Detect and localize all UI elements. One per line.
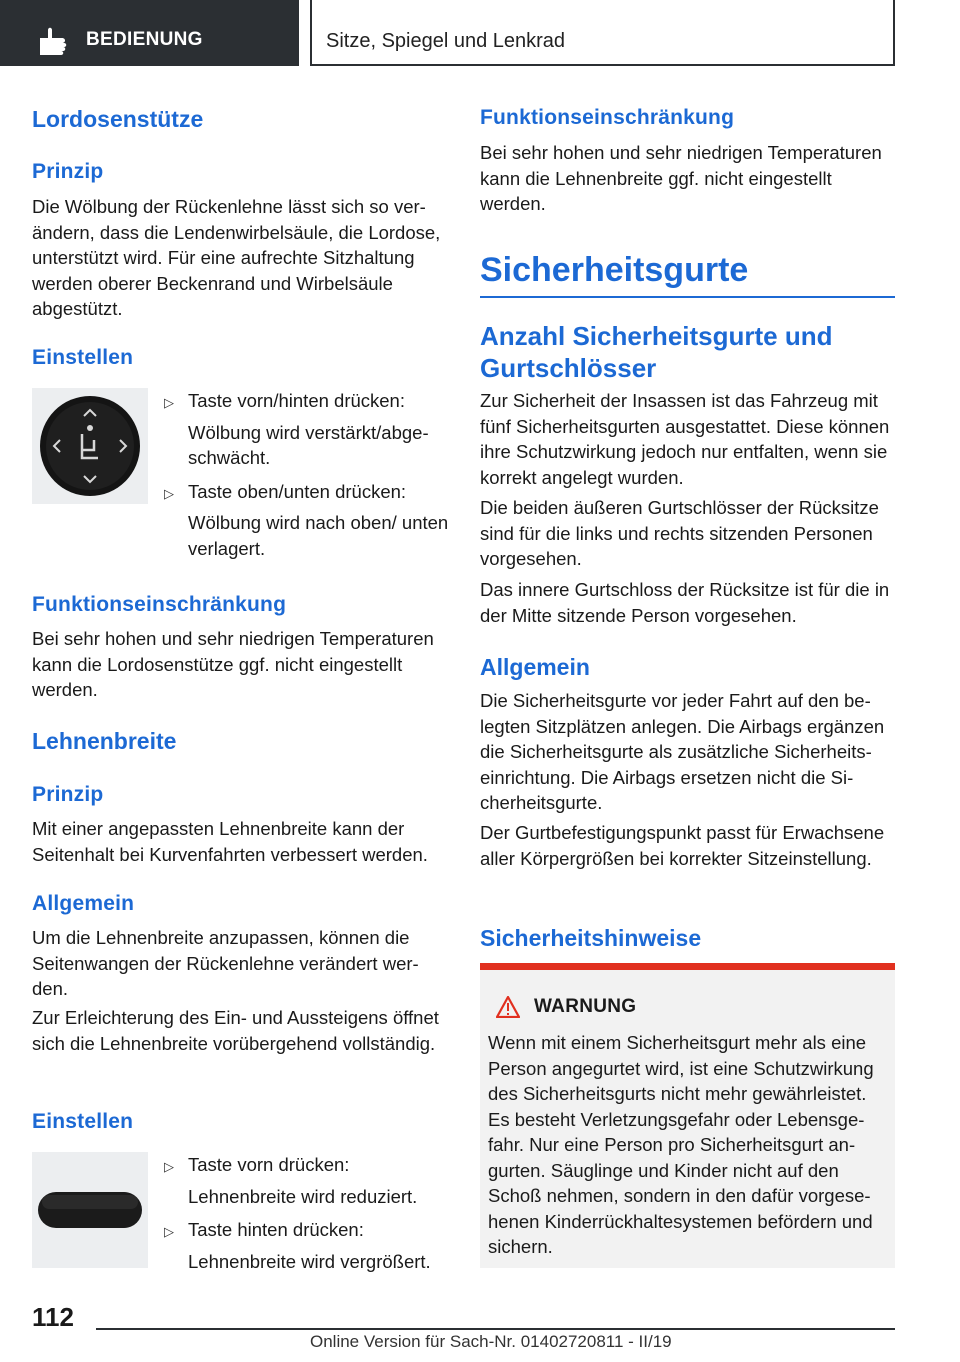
gurte-heading-block — [480, 250, 895, 298]
allgemein2-text-2: Der Gurtbefestigungspunkt passt für Erwachsene aller Körpergrößen bei korrekter Sitzeinstellung. — [480, 822, 885, 869]
list-item-result: Lehnenbreite wird vergrößert. — [188, 1250, 431, 1272]
einstellen-heading: Einstellen — [32, 346, 134, 369]
lehnen-heading: Lehnenbreite — [32, 728, 177, 754]
allgemein-text-2: Zur Erleichterung des Ein- und Aussteigens öffnet sich die Lehnenbreite vorübergehend vollständig. — [32, 1007, 439, 1054]
funktion-heading: Funktionseinschränkung — [32, 593, 287, 616]
lordose-heading: Lordosenstütze — [32, 106, 204, 132]
anzahl-text-2: Die beiden äußeren Gurtschlösser der Rücksitze sind für die links und rechts sitzenden Personen vorgesehen. — [480, 497, 879, 569]
hinweise-heading: Sicherheitshinweise — [480, 925, 702, 951]
anzahl-heading: Anzahl Sicherheitsgurte und Gurtschlösser — [480, 321, 833, 383]
gurte-heading: Sicherheitsgurte — [480, 251, 749, 289]
warning-triangle-icon — [496, 996, 520, 1018]
triangle-bullet-icon: ▷ — [164, 1224, 174, 1239]
list-item-result: Lehnenbreite wird reduziert. — [188, 1185, 418, 1207]
einstellen2-heading: Einstellen — [32, 1110, 134, 1133]
footer-version: Online Version für Sach-Nr. 01402720811 - II/19 — [310, 1332, 672, 1351]
allgemein2-heading: Allgemein — [480, 654, 590, 680]
page-number: 112 — [32, 1302, 74, 1332]
section-tab — [0, 0, 299, 66]
list-item-result: Wölbung wird verstärkt/abgeschwächt. — [188, 421, 429, 468]
heading-rule — [480, 296, 895, 298]
anzahl-text-1: Zur Sicherheit der Insassen ist das Fahrzeug mit fünf Sicherheitsgurten ausgestattet. Diese können ihre Schutzwirkung jedoch nur entfalten, wenn sie korrekt angelegt wurden. — [480, 390, 890, 488]
lehnen-button-image — [32, 1152, 148, 1268]
rocker-button-icon — [32, 1152, 148, 1268]
prinzip2-text: Mit einer angepassten Lehnenbreite kann der Seitenhalt bei Kurvenfahrten verbessert werden. — [32, 818, 428, 865]
hand-icon — [36, 26, 70, 56]
allgemein-heading: Allgemein — [32, 892, 135, 915]
triangle-bullet-icon: ▷ — [164, 485, 174, 501]
warning-box — [480, 963, 895, 1268]
triangle-bullet-icon: ▷ — [164, 395, 174, 410]
list-item: ▷ Taste vorn/hinten drücken: — [160, 388, 450, 414]
four-way-button-icon — [32, 388, 148, 504]
footer-rule — [96, 1328, 895, 1330]
prinzip-heading: Prinzip — [32, 160, 104, 183]
list-item-result: Wölbung wird nach oben/ unten verlagert. — [188, 512, 449, 559]
section-tab-label: BEDIENUNG — [86, 29, 203, 50]
allgemein-text-1: Um die Lehnenbreite anzupassen, können die Seitenwangen der Rückenlehne verändert werden. — [32, 927, 419, 999]
warning-title: WARNUNG — [534, 996, 637, 1017]
list-item: ▷ Taste oben/unten drücken: — [160, 479, 450, 505]
prinzip2-heading: Prinzip — [32, 783, 104, 806]
list-item: ▷ Taste vorn drücken: — [160, 1152, 450, 1178]
triangle-bullet-icon: ▷ — [164, 1159, 174, 1174]
funktion2-heading: Funktionseinschränkung — [480, 106, 735, 129]
warning-header — [496, 996, 636, 1018]
anzahl-text-3: Das innere Gurtschloss der Rücksitze ist für die in der Mitte sitzende Person vorgesehen. — [480, 579, 890, 626]
allgemein2-text-1: Die Sicherheitsgurte vor jeder Fahrt auf den belegten Sitzplätzen anlegen. Die Airbags ergänzen die Sicherheitsgurte als zusätzliche Sicherheitseinrichtung. Die Airbags ersetzen nicht die Sicherheitsgurte. — [480, 690, 885, 813]
funktion-text: Bei sehr hohen und sehr niedrigen Temperaturen kann die Lordosenstütze ggf. nicht eingestellt werden. — [32, 628, 434, 700]
chapter-header — [310, 0, 895, 66]
list-item: ▷ Taste hinten drücken: — [160, 1217, 450, 1243]
lordose-button-image — [32, 388, 148, 504]
funktion2-text: Bei sehr hohen und sehr niedrigen Temperaturen kann die Lehnenbreite ggf. nicht eingestellt werden. — [480, 142, 882, 214]
chapter-title: Sitze, Spiegel und Lenkrad — [326, 30, 566, 52]
prinzip-text: Die Wölbung der Rückenlehne lässt sich so verändern, dass die Lendenwirbelsäule, die Lordose, unterstützt wird. Für eine aufrechte Sitzhaltung werden oberer Beckenrand und Wirbelsäule abgestützt. — [32, 196, 441, 319]
lehnen-step-list — [160, 1152, 450, 1274]
warning-text: Wenn mit einem Sicherheitsgurt mehr als eine Person angegurtet wird, ist eine Schutzwirkung des Sicherheitsgurts nicht mehr gewährleistet. Es besteht Verletzungsgefahr oder Lebensgefahr. Nur eine Person pro Sicherheitsgurt angurten. Säuglinge und Kinder nicht auf den Schoß nehmen, sondern in den dafür vorgesehenen Kinderrückhaltesystemen befördern und sichern. — [488, 1032, 874, 1257]
lordose-step-list — [160, 388, 450, 561]
